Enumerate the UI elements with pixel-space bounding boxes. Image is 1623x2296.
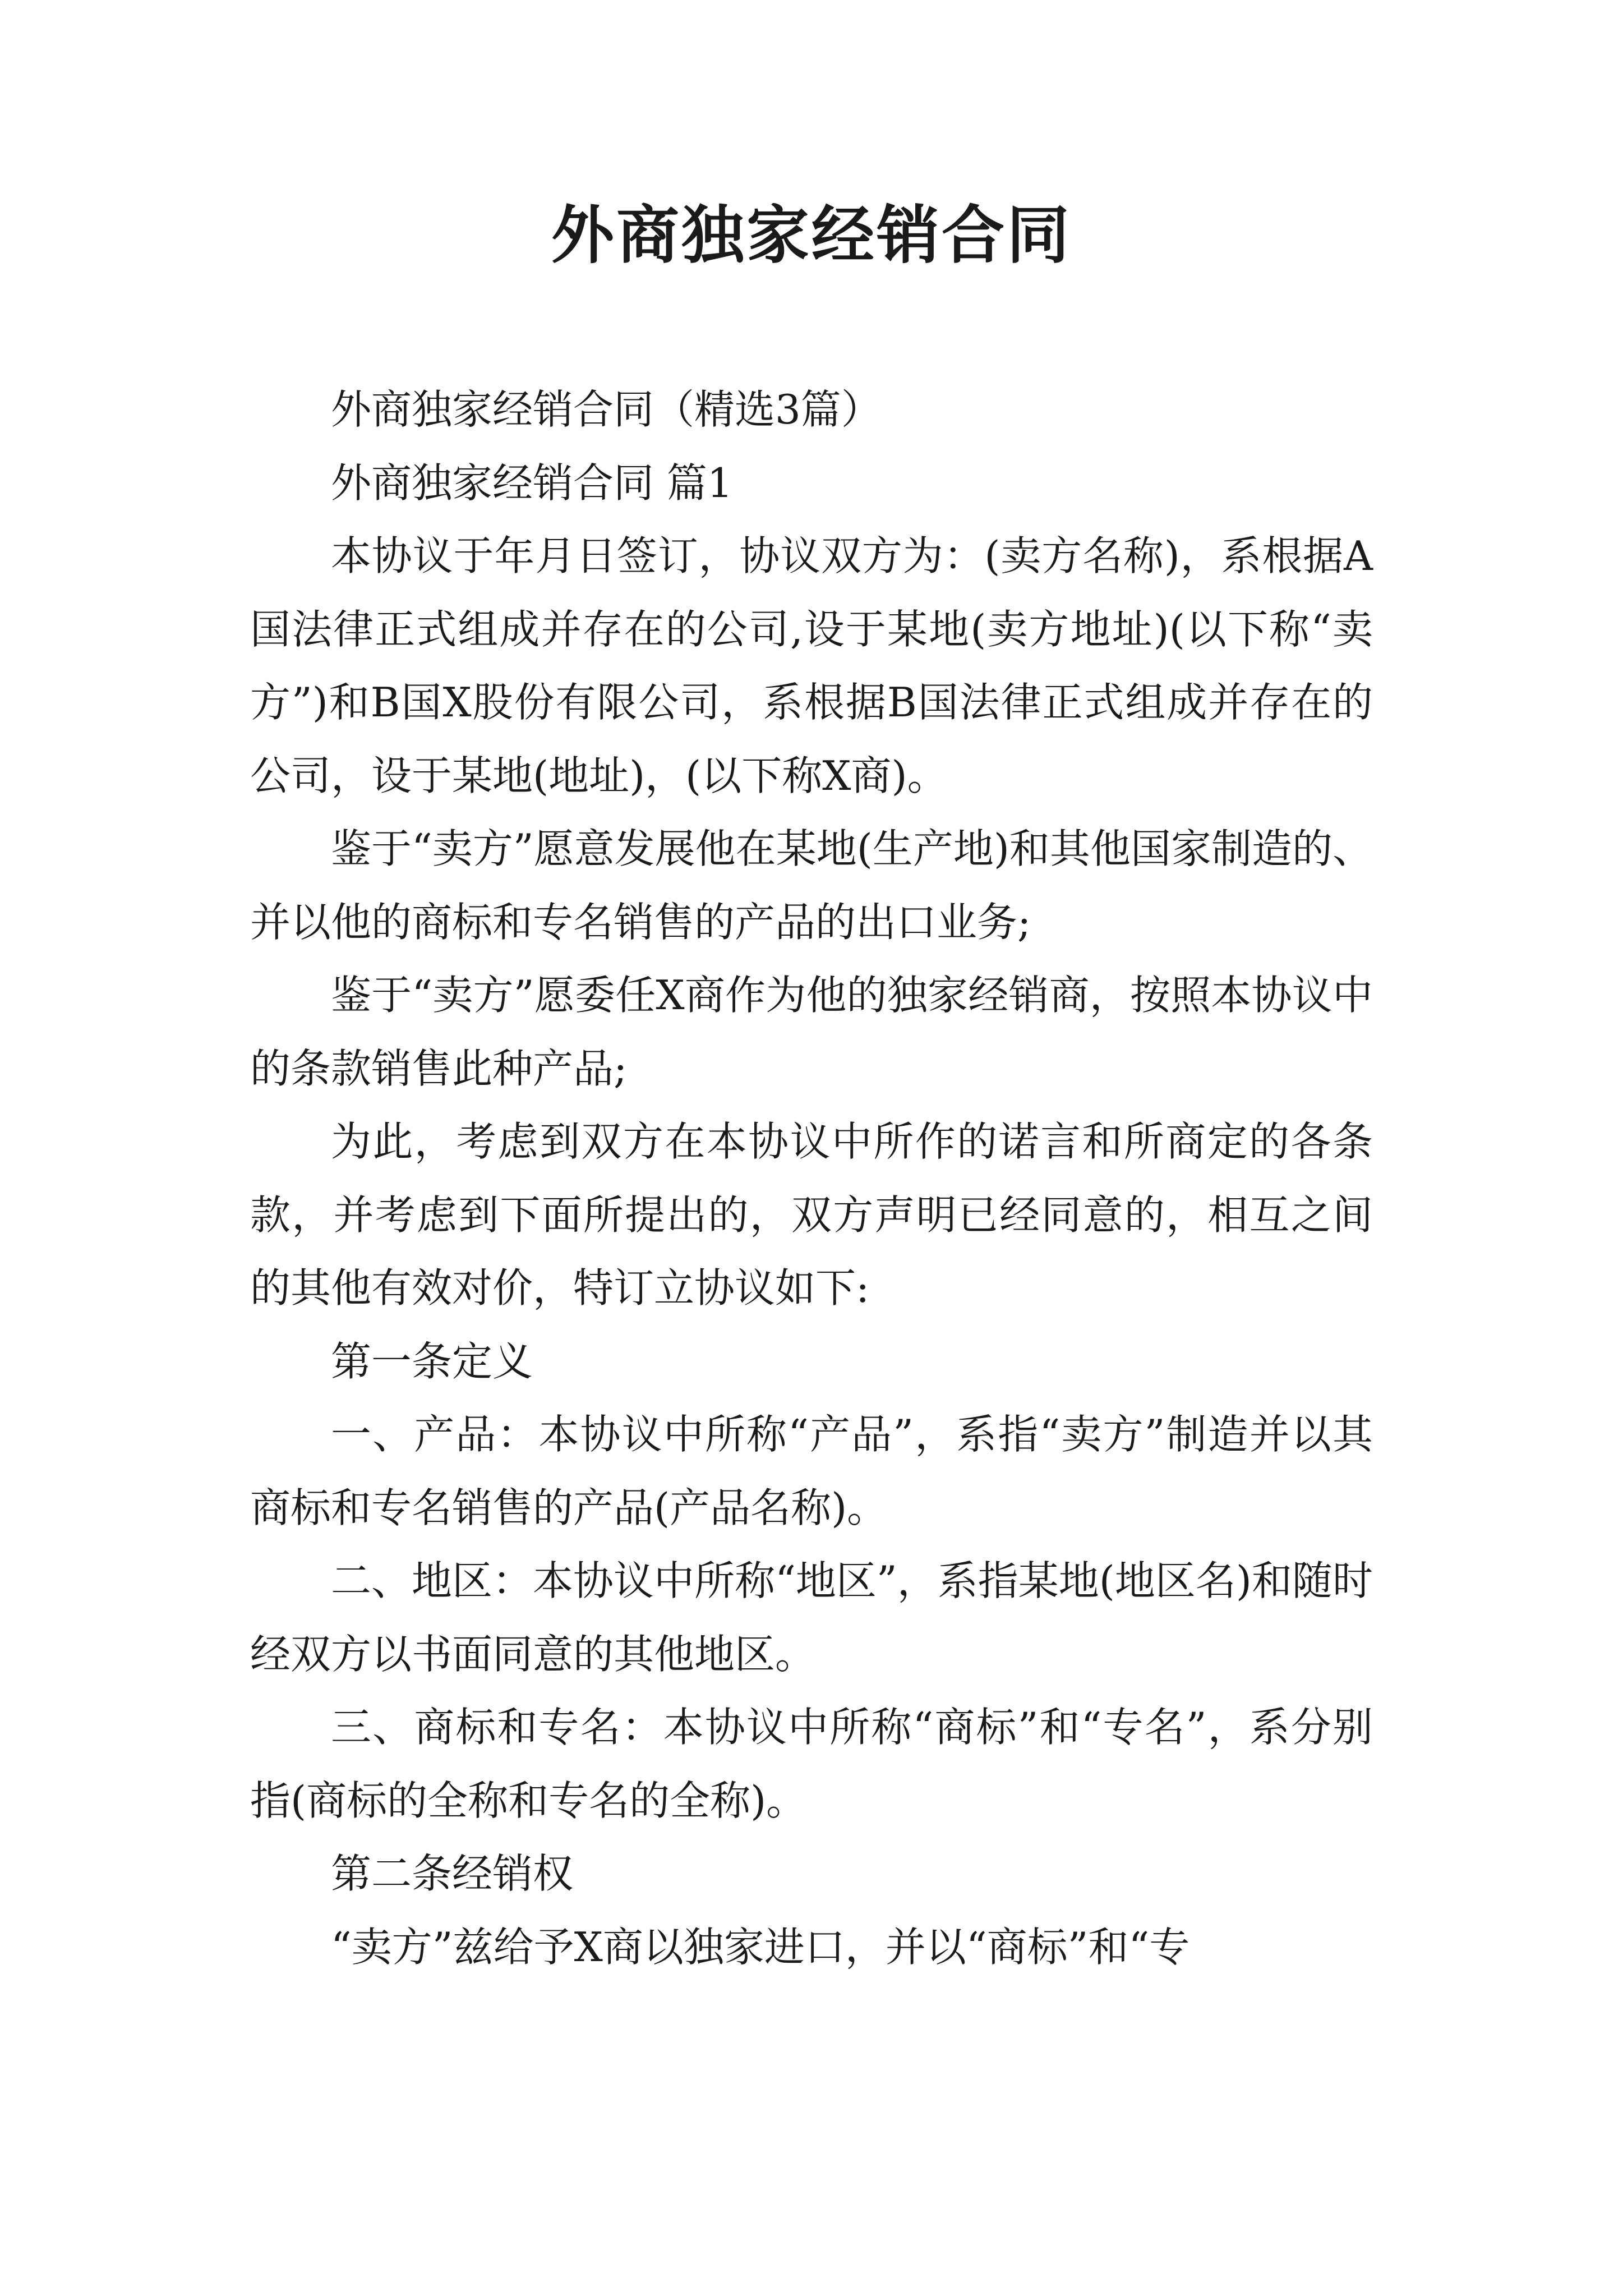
paragraph-whereas-2: 鉴于“卖方”愿委任X商作为他的独家经销商，按照本协议中的条款销售此种产品; (250, 972, 1373, 1092)
paragraph-article-1-heading: 第一条定义 (331, 1337, 533, 1385)
paragraph-article-2-heading: 第二条经销权 (331, 1850, 574, 1897)
paragraph-definition-product: 一、产品：本协议中所称“产品”，系指“卖方”制造并以其商标和专名销售的产品(产品名称)。 (250, 1411, 1373, 1531)
paragraph-whereas-1: 鉴于“卖方”愿意发展他在某地(生产地)和其他国家制造的、并以他的商标和专名销售的产品的出口业务; (250, 825, 1373, 946)
paragraph-definition-trademark: 三、商标和专名：本协议中所称“商标”和“专名”，系分别指(商标的全称和专名的全称)。 (250, 1704, 1373, 1824)
paragraph-consideration: 为此，考虑到双方在本协议中所作的诺言和所商定的各条款，并考虑到下面所提出的，双方声明已经同意的，相互之间的其他有效对价，特订立协议如下: (250, 1118, 1373, 1312)
document-body (250, 373, 1373, 1984)
paragraph-parties: 本协议于年月日签订，协议双方为：(卖方名称)，系根据A国法律正式组成并存在的公司,设于某地(卖方地址)(以下称“卖方”)和B国X股份有限公司，系根据B国法律正式组成并存在的公司，设于某地(地址)，(以下称X商)。 (250, 532, 1373, 799)
paragraph-subtitle: 外商独家经销合同（精选3篇） (331, 386, 882, 433)
paragraph-distribution-right: “卖方”兹给予X商以独家进口，并以“商标”和“专 (331, 1923, 1190, 1971)
document-title: 外商独家经销合同 (551, 199, 1072, 272)
paragraph-section-heading: 外商独家经销合同 篇1 (331, 459, 733, 507)
paragraph-definition-region: 二、地区：本协议中所称“地区”，系指某地(地区名)和随时经双方以书面同意的其他地区。 (250, 1557, 1373, 1678)
